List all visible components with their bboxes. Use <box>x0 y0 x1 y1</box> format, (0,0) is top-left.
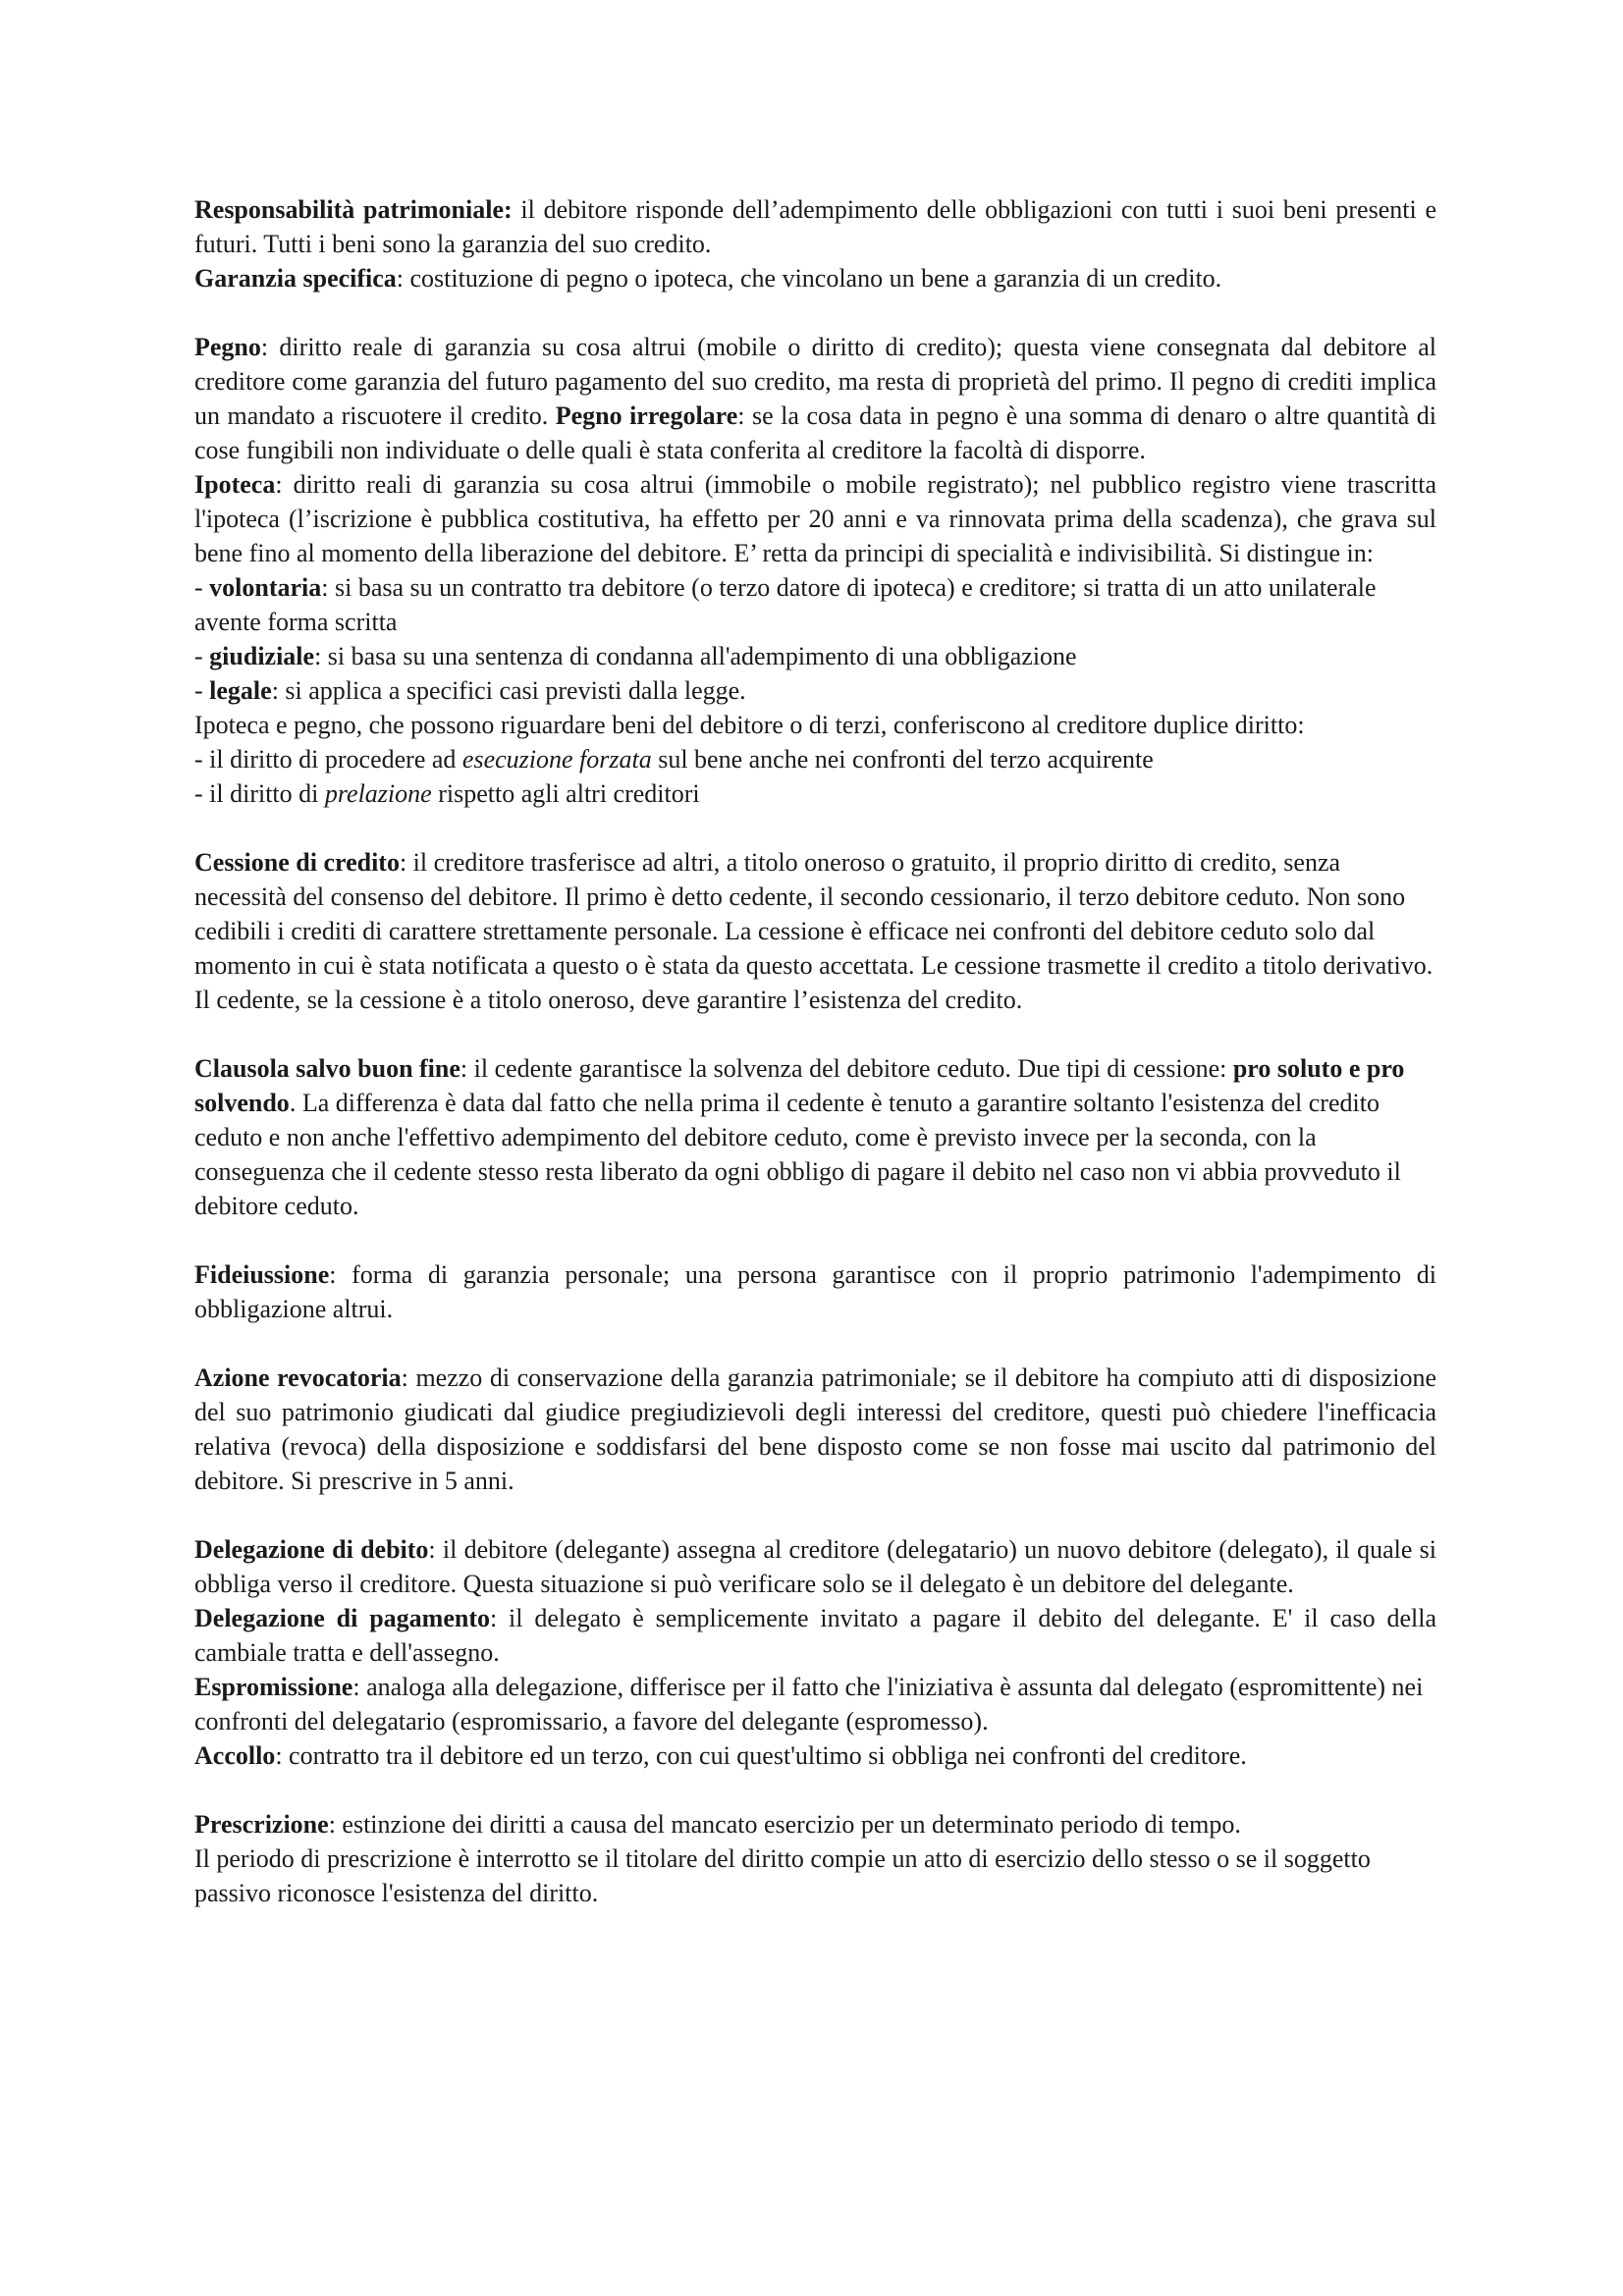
paragraph-accollo: Accollo: contratto tra il debitore ed un terzo, con cui quest'ultimo si obbliga nei confronti del creditore. <box>194 1741 1247 1770</box>
term-pegno-irregolare: Pegno irregolare <box>555 401 738 430</box>
term-pro-solvendo: pro solvendo <box>194 1054 1405 1117</box>
term-volontaria: volontaria <box>209 573 322 602</box>
list-item-volontaria: - volontaria: si basa su un contratto tra debitore (o terzo datore di ipoteca) e creditore; si tratta di un atto unilaterale avente forma scritta <box>194 573 1377 636</box>
em-prelazione: prelazione <box>324 779 432 808</box>
paragraph-cessione-cedente: Il cedente, se la cessione è a titolo oneroso, deve garantire l’esistenza del credito. <box>194 986 1023 1014</box>
term-delegazione-debito: Delegazione di debito <box>194 1535 429 1564</box>
term-giudiziale: giudiziale <box>209 642 315 670</box>
spacer <box>194 1326 1436 1361</box>
list-item-giudiziale: - giudiziale: si basa su una sentenza di condanna all'adempimento di una obbligazione <box>194 642 1077 670</box>
list-item-legale: - legale: si applica a specifici casi previsti dalla legge. <box>194 676 746 705</box>
term-accollo: Accollo <box>194 1741 276 1770</box>
paragraph-delegazione-debito: Delegazione di debito: il debitore (delegante) assegna al creditore (delegatario) un nuovo debitore (delegato), il quale si obbliga verso il creditore. Questa situazione si può verificare solo se il delegato è un debitore del delegante. <box>194 1535 1436 1598</box>
term-ipoteca: Ipoteca <box>194 470 276 499</box>
term-legale: legale <box>209 676 272 705</box>
paragraph-fideiussione: Fideiussione: forma di garanzia personale; una persona garantisce con il proprio patrimonio l'adempimento di obbligazione altrui. <box>194 1260 1436 1323</box>
term-fideiussione: Fideiussione <box>194 1260 330 1289</box>
spacer <box>194 1773 1436 1807</box>
paragraph-cessione: Cessione di credito: il creditore trasferisce ad altri, a titolo oneroso o gratuito, il proprio diritto di credito, senza necessità del consenso del debitore. Il primo è detto cedente, il secondo cessionario, il terzo debitore ceduto. Non sono cedibili i crediti di carattere strettamente personale. La cessione è efficace nei confronti del debitore ceduto solo dal momento in cui è stata notificata a questo o è stata da questo accettata. Le cessione trasmette il credito a titolo derivativo. <box>194 848 1434 980</box>
term-prescrizione: Prescrizione <box>194 1810 329 1839</box>
paragraph-clausola: Clausola salvo buon fine: il cedente garantisce la solvenza del debitore ceduto. Due tipi di cessione: pro soluto e pro solvendo. La differenza è data dal fatto che nella prima il cedente è tenuto a garantire soltanto l'esistenza del credito ceduto e non anche l'effettivo adempimento del debitore ceduto, come è previsto invece per la seconda, con la conseguenza che il cedente stesso resta liberato da ogni obbligo di pagare il debito nel caso non vi abbia provveduto il debitore ceduto. <box>194 1054 1405 1220</box>
em-esecuzione-forzata: esecuzione forzata <box>461 745 652 774</box>
term-delegazione-pagamento: Delegazione di pagamento <box>194 1604 490 1632</box>
paragraph-pegno: Pegno: diritto reale di garanzia su cosa altrui (mobile o diritto di credito); questa viene consegnata dal debitore al creditore come garanzia del futuro pagamento del suo credito, ma resta di proprietà del primo. Il pegno di crediti implica un mandato a riscuotere il credito. Pegno irregolare: se la cosa data in pegno è una somma di denaro o altre quantità di cose fungibili non individuate o delle quali è stata conferita al creditore la facoltà di disporre. <box>194 333 1437 464</box>
term-responsabilita: Responsabilità patrimoniale: <box>194 195 513 224</box>
spacer <box>194 1223 1436 1257</box>
paragraph-ipoteca: Ipoteca: diritto reali di garanzia su cosa altrui (immobile o mobile registrato); nel pubblico registro viene trascritta l'ipoteca (l’iscrizione è pubblica costitutiva, ha effetto per 20 anni e va rinnovata prima della scadenza), che grava sul bene fino al momento della liberazione del debitore. E’ retta da principi di specialità e indivisibilità. Si distingue in: <box>194 470 1436 567</box>
paragraph-prescrizione: Prescrizione: estinzione dei diritti a causa del mancato esercizio per un determinato periodo di tempo. <box>194 1810 1241 1839</box>
list-item-esecuzione-forzata: - il diritto di procedere ad esecuzione forzata sul bene anche nei confronti del terzo acquirente <box>194 745 1154 774</box>
term-cessione: Cessione di credito <box>194 848 400 877</box>
spacer <box>194 811 1436 845</box>
spacer <box>194 1017 1436 1051</box>
list-item-prelazione: - il diritto di prelazione rispetto agli altri creditori <box>194 779 700 808</box>
document-page <box>194 192 1436 1910</box>
term-espromissione: Espromissione <box>194 1673 353 1701</box>
paragraph-prescrizione-interruzione: Il periodo di prescrizione è interrotto se il titolare del diritto compie un atto di esercizio dello stesso o se il soggetto passivo riconosce l'esistenza del diritto. <box>194 1844 1371 1907</box>
term-pegno: Pegno <box>194 333 261 361</box>
spacer <box>194 295 1436 330</box>
paragraph-ipoteca-pegno-intro: Ipoteca e pegno, che possono riguardare beni del debitore o di terzi, conferiscono al creditore duplice diritto: <box>194 711 1305 739</box>
paragraph-delegazione-pagamento: Delegazione di pagamento: il delegato è semplicemente invitato a pagare il debito del delegante. E' il caso della cambiale tratta e dell'assegno. <box>194 1604 1437 1667</box>
term-clausola: Clausola salvo buon fine <box>194 1054 460 1083</box>
term-garanzia-specifica: Garanzia specifica <box>194 264 397 293</box>
spacer <box>194 1498 1436 1532</box>
paragraph-espromissione: Espromissione: analoga alla delegazione, differisce per il fatto che l'iniziativa è assunta dal delegato (espromittente) nei confronti del delegatario (espromissario, a favore del delegante (espromesso). <box>194 1673 1424 1735</box>
term-pro-soluto: pro soluto <box>1232 1054 1343 1083</box>
paragraph-garanzia-specifica: Garanzia specifica: costituzione di pegno o ipoteca, che vincolano un bene a garanzia di un credito. <box>194 264 1222 293</box>
paragraph-responsabilita: Responsabilità patrimoniale: il debitore risponde dell’adempimento delle obbligazioni con tutti i suoi beni presenti e futuri. Tutti i beni sono la garanzia del suo credito. <box>194 195 1436 258</box>
term-azione-revocatoria: Azione revocatoria <box>194 1363 402 1392</box>
paragraph-azione-revocatoria: Azione revocatoria: mezzo di conservazione della garanzia patrimoniale; se il debitore ha compiuto atti di disposizione del suo patrimonio giudicati dal giudice pregiudizievoli degli interessi del creditore, questi può chiedere l'inefficacia relativa (revoca) della disposizione e soddisfarsi del bene disposto come se non fosse mai uscito dal patrimonio del debitore. Si prescrive in 5 anni. <box>194 1363 1436 1495</box>
